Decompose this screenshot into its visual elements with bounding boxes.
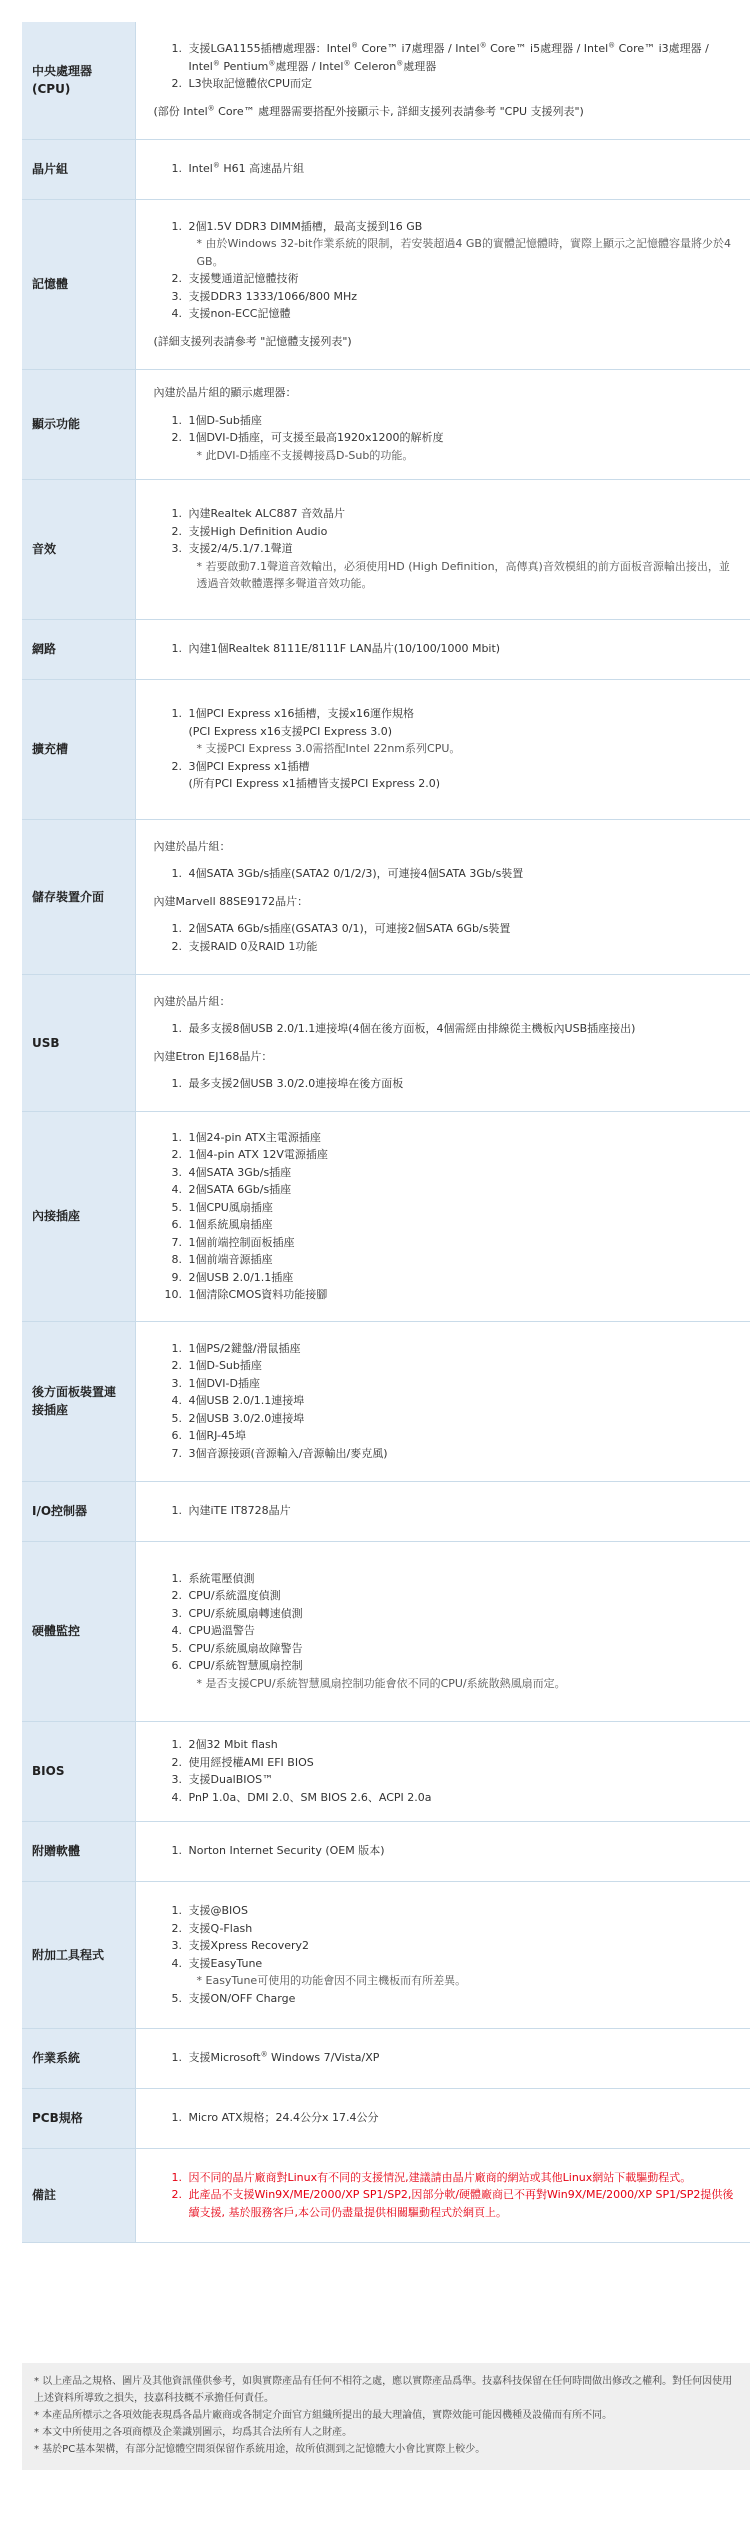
list-item: 2. 3個PCI Express x1插槽 (所有PCI Express x1插槽皆支援PCI Express 2.0) xyxy=(186,758,737,793)
row-value-internal xyxy=(135,1111,750,1321)
spec-row-hwmon xyxy=(22,1541,750,1721)
list-item: 4. 2個SATA 6Gb/s插座 xyxy=(186,1181,737,1199)
row-label-bios: BIOS xyxy=(22,1721,135,1821)
list-item: 1. 內建Realtek ALC887 音效晶片 xyxy=(186,505,737,523)
list-item: 2. 1個4-pin ATX 12V電源插座 xyxy=(186,1146,737,1164)
list-item: 1. Micro ATX規格；24.4公分x 17.4公分 xyxy=(186,2109,737,2127)
row-value-storage xyxy=(135,819,750,974)
list-item: 4. CPU過溫警告 xyxy=(186,1622,737,1640)
list-item: 1. 最多支援8個USB 2.0/1.1連接埠(4個在後方面板，4個需經由排線從主機板內USB插座接出) xyxy=(186,1020,737,1038)
list-item: 6. 1個RJ-45埠 xyxy=(186,1427,737,1445)
list-item: 2. 支援RAID 0及RAID 1功能 xyxy=(186,938,737,956)
spec-row-remarks xyxy=(22,2148,750,2242)
list-item: 1. 1個PCI Express x16插槽，支援x16運作規格 (PCI Express x16支援PCI Express 3.0) * 支援PCI Express 3.0需搭配Intel 22nm系列CPU。 xyxy=(186,705,737,758)
row-value-bios xyxy=(135,1721,750,1821)
list-item: 2. L3快取記憶體依CPU而定 xyxy=(186,75,737,93)
disclaimer-line: * 本文中所使用之各項商標及企業識別圖示，均爲其合法所有人之財產。 xyxy=(34,2427,353,2438)
list-item: 1. 2個1.5V DDR3 DIMM插槽，最高支援到16 GB * 由於Windows 32-bit作業系統的限制，若安裝超過4 GB的實體記憶體時，實際上顯示之記憶體容量將少於4 GB。 xyxy=(186,218,737,271)
row-value-lan xyxy=(135,619,750,679)
spec-row-audio xyxy=(22,479,750,619)
spec-row-bios xyxy=(22,1721,750,1821)
list-item: 3. 支援Xpress Recovery2 xyxy=(186,1937,737,1955)
row-label-remarks: 備註 xyxy=(22,2148,135,2242)
spec-row-os xyxy=(22,2028,750,2088)
list-item: 1. 2個SATA 6Gb/s插座(GSATA3 0/1)，可連接2個SATA 6Gb/s裝置 xyxy=(186,920,737,938)
memory-note: (詳細支援列表請參考 "記憶體支援列表") xyxy=(153,334,352,348)
usb-intro-etron: 內建Etron EJ168晶片： xyxy=(153,1049,273,1063)
row-value-rear xyxy=(135,1321,750,1481)
row-value-os xyxy=(135,2028,750,2088)
spec-row-pcb xyxy=(22,2088,750,2148)
row-value-graphics xyxy=(135,369,750,479)
row-value-chipset xyxy=(135,139,750,199)
spec-row-bundle xyxy=(22,1821,750,1881)
spec-table xyxy=(22,22,750,2243)
graphics-intro: 內建於晶片組的顯示處理器： xyxy=(153,386,297,399)
list-item: 1. 支援Microsoft® Windows 7/Vista/XP xyxy=(186,2049,737,2067)
list-item: 4. PnP 1.0a、DMI 2.0、SM BIOS 2.6、ACPI 2.0a xyxy=(186,1789,737,1807)
row-label-lan: 網路 xyxy=(22,619,135,679)
spec-row-io xyxy=(22,1481,750,1541)
list-item: 10. 1個清除CMOS資料功能接腳 xyxy=(186,1286,737,1304)
list-item: 2. 支援Q-Flash xyxy=(186,1920,737,1938)
spec-row-internal xyxy=(22,1111,750,1321)
row-label-io: I/O控制器 xyxy=(22,1481,135,1541)
list-item: 1. 因不同的晶片廠商對Linux有不同的支援情況,建議請由晶片廠商的網站或其他Linux網站下載驅動程式。 xyxy=(186,2169,737,2187)
disclaimer-line: * 基於PC基本架構，有部分記憶體空間須保留作系統用途，故所偵測到之記憶體大小會比實際上較少。 xyxy=(34,2444,486,2455)
list-item: 2. 此產品不支援Win9X/ME/2000/XP SP1/SP2,因部分軟/硬體廠商已不再對Win9X/ME/2000/XP SP1/SP2提供後續支援, 基於服務客戶,本公司仍盡量提供相關驅動程式於網頁上。 xyxy=(186,2186,737,2221)
row-value-hwmon xyxy=(135,1541,750,1721)
list-item: 1. 1個PS/2鍵盤/滑鼠插座 xyxy=(186,1340,737,1358)
row-label-graphics: 顯示功能 xyxy=(22,369,135,479)
list-item: 6. 1個系統風扇插座 xyxy=(186,1216,737,1234)
row-label-os: 作業系統 xyxy=(22,2028,135,2088)
row-label-usb: USB xyxy=(22,974,135,1111)
spec-row-slots xyxy=(22,679,750,819)
spec-row-graphics xyxy=(22,369,750,479)
list-item: 3. 4個SATA 3Gb/s插座 xyxy=(186,1164,737,1182)
list-item: 4. 4個USB 2.0/1.1連接埠 xyxy=(186,1392,737,1410)
list-item: 4. 支援EasyTune * EasyTune可使用的功能會因不同主機板而有所差異。 xyxy=(186,1955,737,1990)
spec-row-lan xyxy=(22,619,750,679)
list-item: 5. 2個USB 3.0/2.0連接埠 xyxy=(186,1410,737,1428)
list-item: 2. 支援High Definition Audio xyxy=(186,523,737,541)
row-label-bundle: 附贈軟體 xyxy=(22,1821,135,1881)
cpu-note: (部份 Intel® Core™ 處理器需要搭配外接顯示卡, 詳細支援列表請參考 "CPU 支援列表") xyxy=(153,104,584,118)
list-item: 5. 1個CPU風扇插座 xyxy=(186,1199,737,1217)
list-item: 6. CPU/系統智慧風扇控制 * 是否支援CPU/系統智慧風扇控制功能會依不同的CPU/系統散熱風扇而定。 xyxy=(186,1657,737,1692)
list-item: 1. 支援@BIOS xyxy=(186,1902,737,1920)
list-item: 1. Norton Internet Security (OEM 版本) xyxy=(186,1842,737,1860)
list-item: 2. 1個D-Sub插座 xyxy=(186,1357,737,1375)
row-label-audio: 音效 xyxy=(22,479,135,619)
row-label-pcb: PCB規格 xyxy=(22,2088,135,2148)
list-item: 3. 1個DVI-D插座 xyxy=(186,1375,737,1393)
row-value-cpu xyxy=(135,22,750,139)
row-label-storage: 儲存裝置介面 xyxy=(22,819,135,974)
storage-intro-chipset: 內建於晶片組： xyxy=(153,839,231,853)
spec-row-rear xyxy=(22,1321,750,1481)
list-item: 7. 1個前端控制面板插座 xyxy=(186,1234,737,1252)
row-label-slots: 擴充槽 xyxy=(22,679,135,819)
row-value-memory xyxy=(135,199,750,369)
spec-row-features xyxy=(22,1881,750,2028)
list-item: 7. 3個音源接頭(音源輸入/音源輸出/麥克風) xyxy=(186,1445,737,1463)
list-item: 1. 1個D-Sub插座 xyxy=(186,412,737,430)
list-item: 4. 支援non-ECC記憶體 xyxy=(186,305,737,323)
list-item: 1. 2個32 Mbit flash xyxy=(186,1736,737,1754)
row-value-remarks xyxy=(135,2148,750,2242)
spec-row-usb xyxy=(22,974,750,1111)
list-item: 1. 1個24-pin ATX主電源插座 xyxy=(186,1129,737,1147)
row-label-chipset: 晶片組 xyxy=(22,139,135,199)
list-item: 1. 內建iTE IT8728晶片 xyxy=(186,1502,737,1520)
list-item: 1. 內建1個Realtek 8111E/8111F LAN晶片(10/100/1000 Mbit) xyxy=(186,640,737,658)
disclaimer-line: * 以上產品之規格、圖片及其他資訊僅供參考，如與實際產品有任何不相符之處，應以實際產品爲準。技嘉科技保留在任何時間做出修改之權利。對任何因使用上述資料所導致之損失，技嘉科技概不承擔任何責任。 xyxy=(34,2376,733,2404)
list-item: 1. 最多支援2個USB 3.0/2.0連接埠在後方面板 xyxy=(186,1075,737,1093)
list-item: 1. 系統電壓偵測 xyxy=(186,1570,737,1588)
list-item: 1. Intel® H61 高速晶片組 xyxy=(186,160,737,178)
row-value-features xyxy=(135,1881,750,2028)
spec-row-cpu xyxy=(22,22,750,139)
list-item: 2. 支援雙通道記憶體技術 xyxy=(186,270,737,288)
row-value-bundle xyxy=(135,1821,750,1881)
row-label-hwmon: 硬體監控 xyxy=(22,1541,135,1721)
list-item: 8. 1個前端音源插座 xyxy=(186,1251,737,1269)
list-item: 2. 1個DVI-D插座，可支援至最高1920x1200的解析度 * 此DVI-D插座不支援轉接爲D-Sub的功能。 xyxy=(186,429,737,464)
list-item: 3. 支援DualBIOS™ xyxy=(186,1771,737,1789)
row-label-rear: 後方面板裝置連接插座 xyxy=(22,1321,135,1481)
list-item: 2. 使用經授權AMI EFI BIOS xyxy=(186,1754,737,1772)
row-label-internal: 內接插座 xyxy=(22,1111,135,1321)
spec-row-chipset xyxy=(22,139,750,199)
spec-row-memory xyxy=(22,199,750,369)
row-value-io xyxy=(135,1481,750,1541)
disclaimer-line: * 本產品所標示之各項效能表現爲各晶片廠商或各制定介面官方組織所提出的最大理論值，實際效能可能因機種及設備而有所不同。 xyxy=(34,2410,613,2421)
list-item: 1. 支援LGA1155插槽處理器：Intel® Core™ i7處理器 / Intel® Core™ i5處理器 / Intel® Core™ i3處理器 / Intel® Pentium®處理器 / Intel® Celeron®處理器 xyxy=(186,40,737,75)
storage-intro-marvell: 內建Marvell 88SE9172晶片： xyxy=(153,894,309,908)
spec-row-storage xyxy=(22,819,750,974)
row-label-features: 附加工具程式 xyxy=(22,1881,135,2028)
list-item: 5. 支援ON/OFF Charge xyxy=(186,1990,737,2008)
list-item: 3. 支援2/4/5.1/7.1聲道 * 若要啟動7.1聲道音效輸出，必須使用HD (High Definition，高傳真)音效模組的前方面板音源輸出接出，並透過音效軟體選擇多聲道音效功能。 xyxy=(186,540,737,593)
row-value-slots xyxy=(135,679,750,819)
row-label-memory: 記憶體 xyxy=(22,199,135,369)
usb-intro-chipset: 內建於晶片組： xyxy=(153,994,231,1008)
list-item: 5. CPU/系統風扇故障警告 xyxy=(186,1640,737,1658)
row-value-pcb xyxy=(135,2088,750,2148)
disclaimer-box xyxy=(22,2363,750,2470)
row-label-cpu: 中央處理器(CPU) xyxy=(22,22,135,139)
list-item: 2. CPU/系統溫度偵測 xyxy=(186,1587,737,1605)
row-value-audio xyxy=(135,479,750,619)
row-value-usb xyxy=(135,974,750,1111)
list-item: 3. CPU/系統風扇轉速偵測 xyxy=(186,1605,737,1623)
list-item: 1. 4個SATA 3Gb/s插座(SATA2 0/1/2/3)，可連接4個SATA 3Gb/s裝置 xyxy=(186,865,737,883)
list-item: 9. 2個USB 2.0/1.1插座 xyxy=(186,1269,737,1287)
list-item: 3. 支援DDR3 1333/1066/800 MHz xyxy=(186,288,737,306)
